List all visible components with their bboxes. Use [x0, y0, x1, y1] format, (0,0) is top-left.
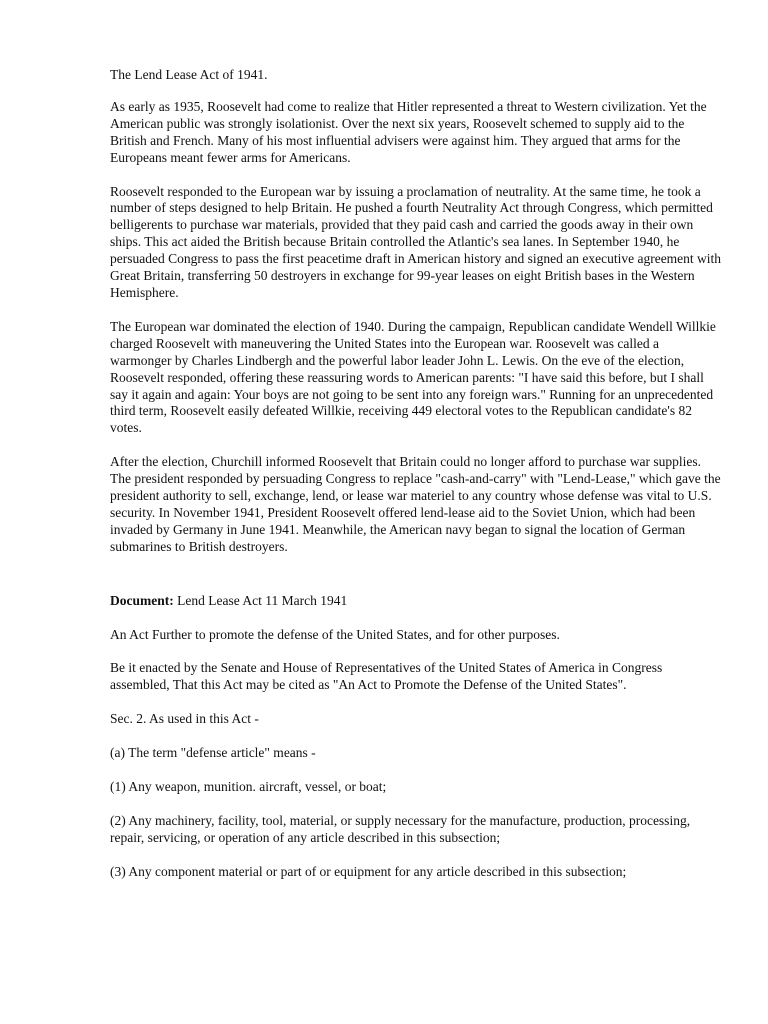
act-clause-a: (a) The term "defense article" means -: [110, 745, 316, 761]
document-heading: Lend Lease Act 11 March 1941: [177, 592, 348, 608]
act-paragraph-1: An Act Further to promote the defense of the United States, and for other purposes.: [110, 626, 560, 642]
document-page: [110, 67, 722, 898]
document-label: Document:: [110, 592, 174, 608]
paragraph-2: Roosevelt responded to the European war by issuing a proclamation of neutrality. At the same time, he took a number of steps designed to help Britain. He pushed a fourth Neutrality Act through Congress, which permitted belligerents to purchase war materials, provided that they paid cash and carried the goods away in their own ships. This act aided the British because Britain controlled the Atlantic's sea lanes. In September 1940, he persuaded Congress to pass the first peacetime draft in American history and signed an executive agreement with Great Britain, transferring 50 destroyers in exchange for 99-year leases on eight British bases in the Western Hemisphere.: [110, 183, 722, 300]
paragraph-3: The European war dominated the election of 1940. During the campaign, Republican candidate Wendell Willkie charged Roosevelt with maneuvering the United States into the European war. Roosevelt was called a warmonger by Charles Lindbergh and the powerful labor leader John L. Lewis. On the eve of the election, Roosevelt responded, offering these reassuring words to American parents: "I have said this before, but I shall say it again and again: Your boys are not going to be sent into any foreign wars." Running for an unprecedented third term, Roosevelt easily defeated Willkie, receiving 449 electoral votes to the Republican candidate's 82 votes.: [110, 318, 716, 436]
act-item-2: (2) Any machinery, facility, tool, material, or supply necessary for the manufacture, production, processing, repair, servicing, or operation of any article described in this subsection;: [110, 813, 691, 845]
paragraph-4: After the election, Churchill informed Roosevelt that Britain could no longer afford to purchase war supplies. The president responded by persuading Congress to replace "cash-and-carry" with "Lend-Lease," which gave the president authority to sell, exchange, lend, or lease war materiel to any country whose defense was vital to U.S. security. In November 1941, President Roosevelt offered lend-lease aid to the Soviet Union, which had been invaded by Germany in June 1941. Meanwhile, the American navy began to signal the location of German submarines to British destroyers.: [110, 454, 721, 554]
act-item-3: (3) Any component material or part of or equipment for any article described in this subsection;: [110, 863, 627, 879]
act-section-2: Sec. 2. As used in this Act -: [110, 711, 259, 727]
paragraph-1: As early as 1935, Roosevelt had come to realize that Hitler represented a threat to Western civilization. Yet the American public was strongly isolationist. Over the next six years, Roosevelt schemed to supply aid to the British and French. Many of his most influential advisers were against him. They argued that arms for the Europeans meant fewer arms for Americans.: [110, 98, 707, 165]
document-title: The Lend Lease Act of 1941.: [110, 67, 268, 82]
act-item-1: (1) Any weapon, munition. aircraft, vessel, or boat;: [110, 779, 387, 795]
document-heading-line: [110, 593, 722, 610]
act-paragraph-2: Be it enacted by the Senate and House of Representatives of the United States of America in Congress assembled, That this Act may be cited as "An Act to Promote the Defense of the United States".: [110, 660, 663, 693]
